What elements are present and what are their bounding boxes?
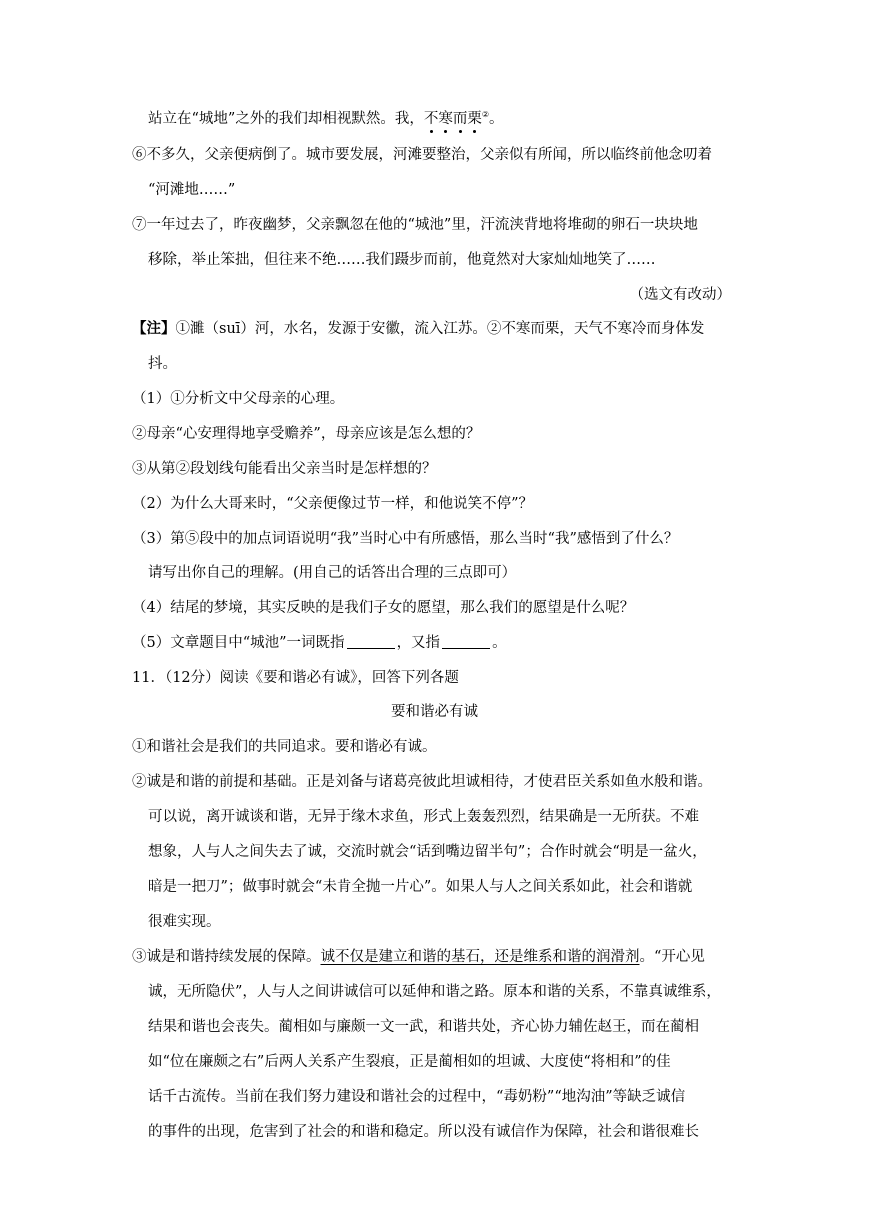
text-line: 暗是一把刀”；做事时就会“未肯全抛一片心”。如果人与人之间关系如此，社会和谐就 <box>148 879 693 895</box>
question-11-heading: 11．（12分）阅读《要和谐必有诚》，回答下列各题 <box>132 670 459 686</box>
text-line: “河滩地……” <box>148 182 236 198</box>
text-line: 可以说，离开诚谈和谐，无异于缘木求鱼，形式上轰轰烈烈，结果确是一无所获。不难 <box>148 809 699 825</box>
footnote-marker: ② <box>481 110 489 120</box>
annotation-note: 【注】①濉（suī）河，水名，发源于安徽，流入江苏。②不寒而栗，天气不寒冷而身体发 <box>132 320 705 337</box>
text-line: 抖。 <box>148 356 177 372</box>
answer-blank[interactable] <box>347 647 395 649</box>
question-1: （1）①分析文中父母亲的心理。 <box>132 391 345 407</box>
emphasis-dot-char: 而 <box>452 111 468 127</box>
text-line: 结果和谐也会丧失。蔺相如与廉颇一文一武，和谐共处，齐心协力辅佐赵王，而在蔺相 <box>148 1019 699 1035</box>
question-1-part-3: ③从第②段划线句能看出父亲当时是怎样想的？ <box>132 461 437 477</box>
emphasis-dot-char: 不 <box>423 111 439 127</box>
article-title: 要和谐必有诚 <box>391 704 478 720</box>
text-line: 诚，无所隐伏”，人与人之间讲诚信可以延伸和谐之路。原本和谐的关系，不靠真诚维系， <box>148 984 721 1000</box>
article-paragraph-2: ②诚是和谐的前提和基础。正是刘备与诸葛亮彼此坦诚相待，才使君臣关系如鱼水般和谐。 <box>132 774 712 790</box>
source-note: （选文有改动） <box>629 287 731 303</box>
article-paragraph-3: ③诚是和谐持续发展的保障。诚不仅是建立和谐的基石，还是维系和谐的润滑剂。“开心见 <box>132 949 705 965</box>
text-line: 移除，举止笨拙，但往来不绝……我们蹑步而前，他竟然对大家灿灿地笑了…… <box>148 252 656 268</box>
text-line: 请写出你自己的理解。(用自己的话答出合理的三点即可） <box>148 565 517 581</box>
text-line: 的事件的出现，危害到了社会的和谐和稳定。所以没有诚信作为保障，社会和谐很难长 <box>148 1124 699 1140</box>
question-1-part-2: ②母亲“心安理得地享受赡养”，母亲应该是怎么想的？ <box>132 426 481 442</box>
text-line: 如“位在廉颇之右”后两人关系产生裂痕，正是蔺相如的坦诚、大度使“将相和”的佳 <box>148 1054 671 1070</box>
article-paragraph-1: ①和谐社会是我们的共同追求。要和谐必有诚。 <box>132 739 437 755</box>
question-5: （5）文章题目中“城池”一词既指 ，又指 。 <box>132 635 507 651</box>
answer-blank[interactable] <box>442 647 490 649</box>
question-2: （2）为什么大哥来时，“父亲便像过节一样，和他说笑不停”？ <box>132 496 534 512</box>
text-line: 很难实现。 <box>148 914 221 930</box>
text-line: 站立在“城地”之外的我们却相视默然。我，不寒而栗②。 <box>148 110 504 127</box>
paragraph-6: ⑥不多久，父亲便病倒了。城市要发展，河滩要整治，父亲似有所闻，所以临终前他念叨着 <box>132 147 712 163</box>
question-4: （4）结尾的梦境，其实反映的是我们子女的愿望，那么我们的愿望是什么呢？ <box>132 600 635 616</box>
question-3: （3）第⑤段中的加点词语说明“我”当时心中有所感悟，那么当时“我”感悟到了什么？ <box>132 531 679 547</box>
underlined-sentence: 诚不仅是建立和谐的基石，还是维系和谐的润滑剂 <box>320 949 640 965</box>
emphasis-dot-char: 寒 <box>438 111 453 127</box>
emphasis-dot-char: 栗 <box>467 111 482 127</box>
text-line: 话千古流传。当前在我们努力建设和谐社会的过程中，“毒奶粉”“地沟油”等缺乏诚信 <box>148 1089 686 1105</box>
paragraph-7: ⑦一年过去了，昨夜幽梦，父亲飘忽在他的“城池”里，汗流浃背地将堆砌的卵石一块块地 <box>132 217 698 233</box>
note-label: 【注】 <box>132 320 176 337</box>
text-line: 想象，人与人之间失去了诚，交流时就会“话到嘴边留半句”；合作时就会“明是一盆火， <box>148 844 707 860</box>
